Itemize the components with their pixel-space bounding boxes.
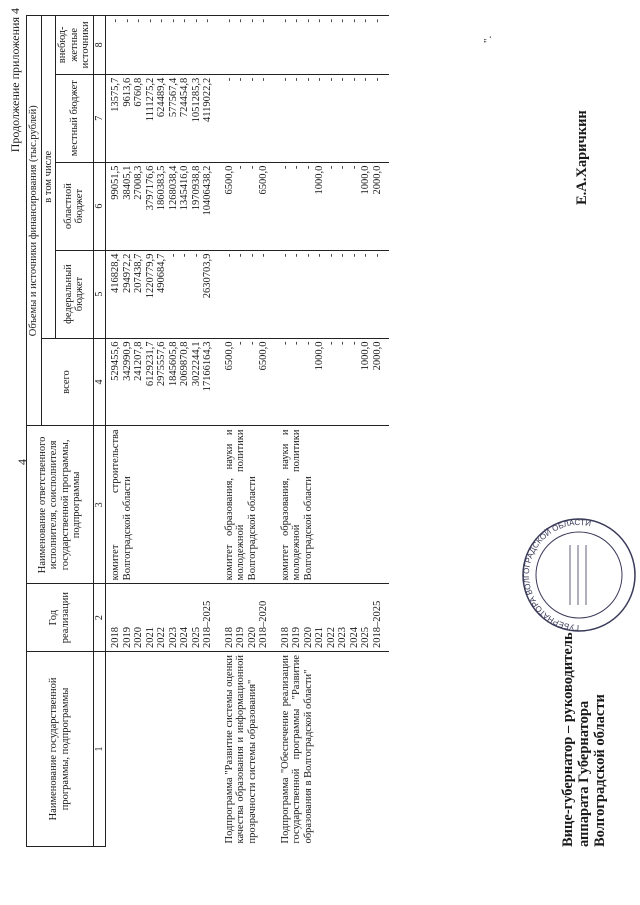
- total-cell: 529455,6 342990,9 241207,8 6129231,7 2975557,6 1845605,8 2069870,8 3022244,1 17166164,3: [106, 338, 220, 426]
- local-cell: 13575,7 9613,6 6760,8 1111275,2 624489,4 577567,4 724454,8 1051285,3 4119022,2: [106, 74, 220, 162]
- funding-table: [26, 15, 389, 847]
- program-name-cell: [106, 651, 220, 846]
- local-cell: - - - -: [220, 74, 276, 162]
- index-cell: 7: [93, 74, 106, 162]
- table-row: [276, 16, 390, 847]
- header-program-name: Наименование государственной программы, подпрограммы: [27, 651, 94, 846]
- index-cell: 4: [93, 338, 106, 426]
- signature-line: аппарата Губернатора: [576, 700, 592, 847]
- svg-text:ГУБЕРНАТОРА ВОЛГОГРАДСКОЙ ОБЛА: [522, 518, 592, 632]
- executor-cell: комитет строительства Волгоградской области: [106, 426, 220, 584]
- end-mark: ".: [482, 35, 494, 43]
- years-cell: 2018 2019 2020 2018–2020: [220, 584, 276, 652]
- header-local: местный бюджет: [56, 74, 94, 162]
- header-regional: областной бюджет: [56, 162, 94, 250]
- header-row-1: [27, 16, 42, 847]
- years-cell: 2018 2019 2020 2021 2022 2023 2024 2025 2018–2025: [276, 584, 390, 652]
- index-cell: 6: [93, 162, 106, 250]
- index-cell: 5: [93, 250, 106, 338]
- index-cell: 3: [93, 426, 106, 584]
- federal-cell: 416828,4 294972,2 207438,7 1220779,9 490684,7 - - - 2630703,9: [106, 250, 220, 338]
- program-name-cell: Подпрограмма "Развитие системы оценки качества образования и информационной прозрачности системы образования": [220, 651, 276, 846]
- signatory-name: Е.А.Харичкин: [574, 110, 590, 205]
- regional-cell: 99051,5 38405,1 27008,3 3797176,6 1860383,5 1268038,4 1345416,0 1970938,8 10406438,2: [106, 162, 220, 250]
- header-total: всего: [41, 338, 93, 426]
- stamp-text: ГУБЕРНАТОРА ВОЛГОГРАДСКОЙ ОБЛАСТИ: [521, 517, 592, 633]
- table-row: [106, 16, 220, 847]
- header-funding: Объемы и источники финансирования (тыс.рублей): [27, 16, 42, 426]
- header-extra: внебюд-жетные источники: [56, 16, 94, 75]
- official-stamp: [520, 510, 638, 640]
- header-federal: федеральный бюджет: [56, 250, 94, 338]
- signature-block: [560, 632, 608, 847]
- years-cell: 2018 2019 2020 2021 2022 2023 2024 2025 2018–2025: [106, 584, 220, 652]
- regional-cell: - - - 1000,0 - - - 1000,0 2000,0: [276, 162, 390, 250]
- header-year: Год реализации: [27, 584, 94, 652]
- extra-cell: - - - - - - - - -: [276, 16, 390, 75]
- index-cell: 8: [93, 16, 106, 75]
- page-number: 4: [15, 459, 29, 465]
- regional-cell: 6500,0 - - 6500,0: [220, 162, 276, 250]
- signature-line: Вице-губернатор – руководитель: [560, 632, 576, 847]
- executor-cell: комитет образования, науки и молодежной политики Волгоградской области: [276, 426, 390, 584]
- total-cell: 6500,0 - - 6500,0: [220, 338, 276, 426]
- federal-cell: - - - -: [220, 250, 276, 338]
- extra-cell: - - - -: [220, 16, 276, 75]
- program-name-cell: Подпрограмма "Обеспечение реализации государственной программы "Развитие образования в Волгоградской области": [276, 651, 390, 846]
- table-row: [220, 16, 276, 847]
- executor-cell: комитет образования, науки и молодежной политики Волгоградской области: [220, 426, 276, 584]
- index-cell: 1: [93, 651, 106, 846]
- federal-cell: - - - - - - - - -: [276, 250, 390, 338]
- header-including: в том числе: [41, 16, 56, 339]
- signature-line: Волгоградской области: [592, 694, 608, 847]
- total-cell: - - - 1000,0 - - - 1000,0 2000,0: [276, 338, 390, 426]
- index-cell: 2: [93, 584, 106, 652]
- local-cell: - - - - - - - - -: [276, 74, 390, 162]
- header-executor: Наименование ответственного исполнителя, соисполнителя государственной программы, подпрограммы: [27, 426, 94, 584]
- extra-cell: - - - - - - - - -: [106, 16, 220, 75]
- continuation-note: Продолжение приложения 4: [8, 8, 22, 153]
- column-index-row: [93, 16, 106, 847]
